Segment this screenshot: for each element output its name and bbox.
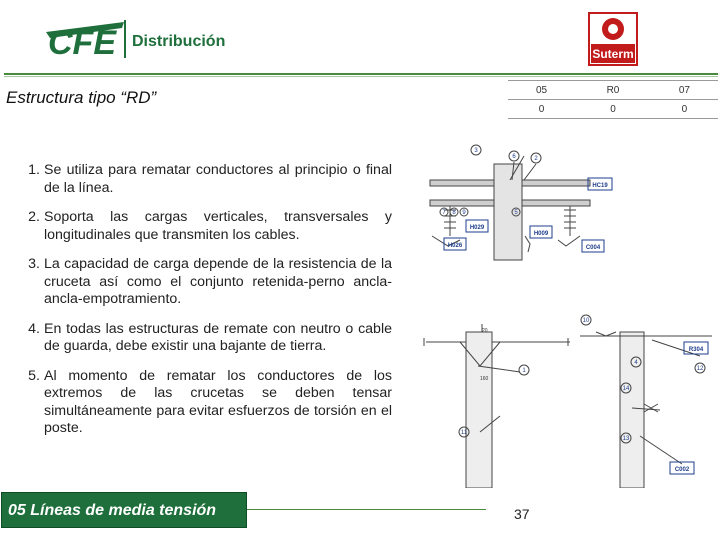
section-footer: [1, 492, 247, 528]
callout-label: 7: [442, 210, 446, 216]
side-callouts: [459, 315, 705, 443]
code-cell: 0: [575, 100, 651, 119]
callout-label: 8: [452, 210, 456, 216]
code-label: C002: [674, 467, 690, 473]
list-item: [8, 368, 392, 438]
callout-label: 4: [634, 360, 638, 366]
callout-label: 6: [512, 154, 516, 160]
list-text: Al momento de rematar los conductores de los extremos de las crucetas se deben tensar simultáneamente para evitar esfuerzos de torsión en el poste.: [44, 367, 392, 436]
header-rule: [4, 73, 718, 75]
brand-text: Distribución: [132, 33, 226, 50]
code-label: H029: [469, 225, 485, 231]
suterm-logo-text: Suterm: [592, 47, 634, 61]
callout-label: 5: [514, 210, 518, 216]
list-number: 3.: [28, 256, 40, 272]
callout-label: 11: [460, 430, 468, 436]
list-item: [8, 256, 392, 309]
suterm-logo: [588, 12, 638, 66]
section-title: 05 Líneas de media tensión: [8, 502, 217, 519]
cfe-logo: [44, 14, 244, 62]
list-number: 1.: [28, 162, 40, 178]
cfe-logo-text: CFE: [48, 24, 116, 62]
callout-label: 9: [462, 210, 466, 216]
callout-label: 10: [582, 318, 590, 324]
code-cell: 0: [651, 100, 718, 119]
code-row-2: [508, 100, 718, 119]
list-text: La capacidad de carga depende de la resistencia de la cruceta así como el conjunto retenida-perno ancla-ancla-empotramiento.: [44, 256, 392, 307]
header-rule-secondary: [4, 76, 718, 77]
code-label: HC19: [592, 183, 608, 189]
list-text: Soporta las cargas verticales, transversales y longitudinales que transmiten los cables.: [44, 209, 392, 243]
code-label: C004: [585, 245, 601, 251]
callout-label: 2: [534, 156, 538, 162]
code-cell: 05: [508, 81, 575, 100]
dim-label: 20: [482, 328, 488, 334]
code-label: H026: [447, 243, 463, 249]
list-number: 5.: [28, 367, 40, 384]
pole-side-view: [580, 332, 712, 488]
list-item: [8, 321, 392, 356]
callout-label: 14: [622, 386, 630, 392]
code-row-1: [508, 81, 718, 100]
code-label: R304: [688, 347, 704, 353]
side-code-labels: [670, 342, 708, 474]
dim-label: 160: [480, 376, 489, 382]
callout-label: 1: [522, 368, 526, 374]
code-cell: 0: [508, 100, 575, 119]
list-text: Se utiliza para rematar conductores al principio o final de la línea.: [44, 162, 392, 196]
points-list: [8, 162, 392, 450]
code-cell: R0: [575, 81, 651, 100]
list-item: [8, 209, 392, 244]
page-title: Estructura tipo “RD”: [6, 88, 157, 107]
structure-diagram: [420, 136, 716, 488]
structure-code-table: [508, 80, 718, 119]
list-number: 2.: [28, 209, 40, 225]
code-label: H009: [533, 231, 549, 237]
list-text: En todas las estructuras de remate con neutro o cable de guarda, debe existir una bajante de tierra.: [44, 320, 392, 354]
callout-label: 12: [696, 366, 704, 372]
callout-label: 3: [474, 148, 478, 154]
pole-front-view: [424, 324, 570, 488]
callout-label: 13: [622, 436, 630, 442]
page-number: 37: [514, 506, 530, 522]
list-item: [8, 162, 392, 197]
code-cell: 07: [651, 81, 718, 100]
list-number: 4.: [28, 320, 40, 337]
